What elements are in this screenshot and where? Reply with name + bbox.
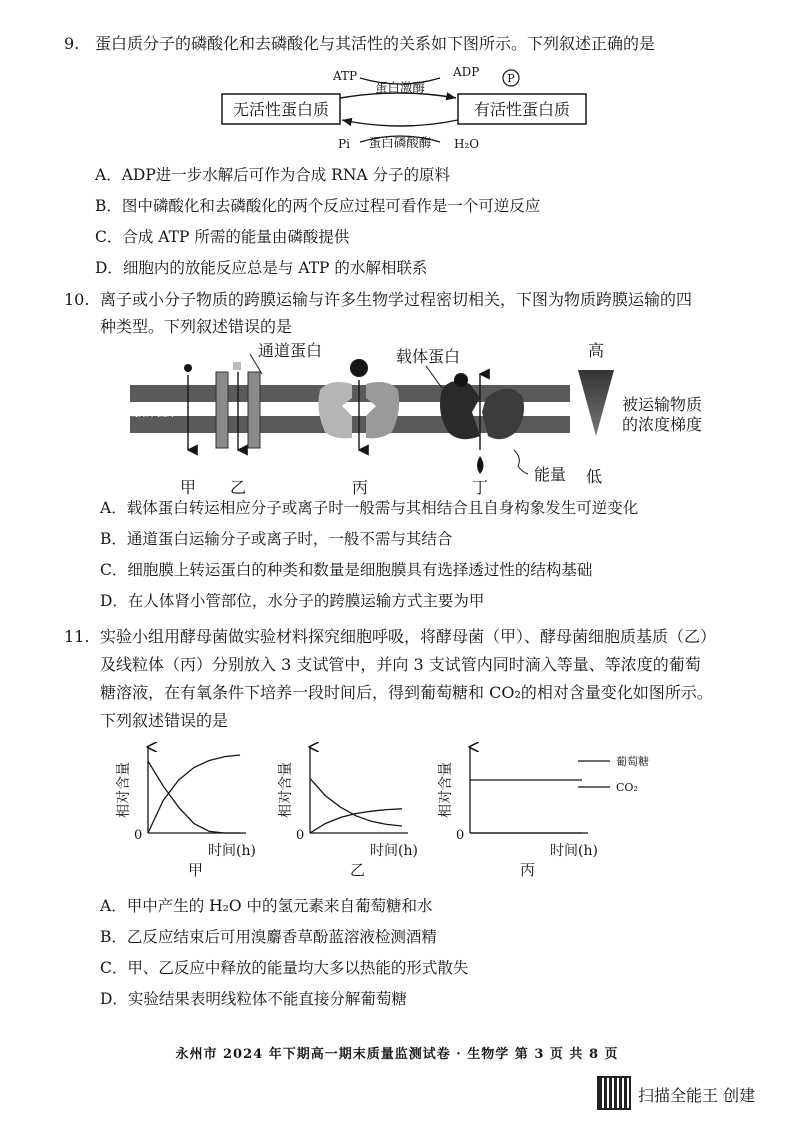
q9-option-c: C．合成 ATP 所需的能量由磷酸提供 (95, 228, 350, 246)
jia-molecule (184, 364, 192, 372)
q11-number: 11. (64, 627, 90, 646)
q11-option-a: A．甲中产生的 H₂O 中的氢元素来自葡萄糖和水 (100, 897, 433, 915)
gradient-triangle (578, 370, 614, 436)
h2o-label: H₂O (454, 137, 480, 151)
q10-membrane-transport-diagram (130, 340, 730, 495)
q9-number: 9. (64, 34, 80, 53)
q11-option-b: B．乙反应结束后可用溴麝香草酚蓝溶液检测酒精 (100, 928, 437, 946)
phosphatase-label: 蛋白磷酸酶 (368, 135, 432, 150)
chart-1-xlabel: 时间(h) (370, 843, 418, 859)
phosphatase-arrow (342, 120, 458, 126)
q11-stem-line2: 及线粒体（丙）分别放入 3 支试管中，并向 3 支试管内同时滴入等量、等浓度的葡萄 (100, 655, 701, 674)
chart-1-title: 乙 (350, 861, 366, 879)
chart-0-zero-label: 0 (134, 828, 143, 843)
pi-label: Pi (338, 137, 350, 151)
gradient-line1: 被运输物质 (622, 395, 703, 414)
scanner-watermark: 扫描全能王 创建 (638, 1086, 756, 1105)
ding-label: 丁 (472, 478, 489, 495)
legend-co2-label: CO₂ (616, 781, 638, 794)
q11-option-d: D．实验结果表明线粒体不能直接分解葡萄糖 (100, 990, 407, 1008)
gradient-line2: 的浓度梯度 (622, 415, 703, 434)
active-protein-label: 有活性蛋白质 (473, 100, 571, 119)
legend-glucose-label: 葡萄糖 (616, 755, 649, 768)
atp-label: ATP (333, 69, 358, 83)
chart-1-series-1-line (310, 809, 402, 833)
qr-code-icon (597, 1076, 631, 1110)
energy-label: 能量 (534, 465, 567, 484)
q9-option-b: B．图中磷酸化和去磷酸化的两个反应过程可看作是一个可逆反应 (95, 197, 541, 215)
q10-option-d: D．在人体肾小管部位，水分子的跨膜运输方式主要为甲 (100, 592, 485, 610)
channel-wall-left (216, 372, 228, 448)
chart-2-title: 丙 (520, 861, 536, 879)
phosphate-label: P (507, 72, 515, 85)
channel-wall-right (248, 372, 260, 448)
ding-molecule (454, 373, 468, 387)
chart-2-ylabel: 相对含量 (438, 762, 454, 818)
high-label: 高 (588, 341, 605, 360)
q10-option-a: A．载体蛋白转运相应分子或离子时一般需与其相结合且自身构象发生可逆变化 (100, 499, 639, 517)
q9-stem: 蛋白质分子的磷酸化和去磷酸化与其活性的关系如下图所示。下列叙述正确的是 (95, 34, 656, 53)
chart-0-xlabel: 时间(h) (208, 843, 256, 859)
q11-stem-line3: 糖溶液，在有氧条件下培养一段时间后，得到葡萄糖和 CO₂的相对含量变化如图所示。 (100, 683, 713, 702)
adp-label: ADP (453, 65, 480, 79)
chart-1-ylabel: 相对含量 (278, 762, 294, 818)
energy-drop-icon (477, 456, 484, 474)
inactive-protein-label: 无活性蛋白质 (232, 100, 330, 119)
bing-molecule (350, 359, 368, 377)
q11-stem-line1: 实验小组用酵母菌做实验材料探究细胞呼吸，将酵母菌（甲）、酵母菌细胞质基质（乙） (100, 627, 717, 646)
q9-option-d: D．细胞内的放能反应总是与 ATP 的水解相联系 (95, 259, 428, 277)
q10-option-b: B．通道蛋白运输分子或离子时，一般不需与其结合 (100, 530, 453, 548)
lipid-bilayer-label: 脂双层 (132, 404, 174, 420)
q10-stem-line1: 离子或小分子物质的跨膜运输与许多生物学过程密切相关，下图为物质跨膜运输的四 (100, 290, 693, 309)
carrier-protein-label: 载体蛋白 (396, 347, 461, 366)
q9-option-a: A．ADP进一步水解后可作为合成 RNA 分子的原料 (95, 166, 451, 184)
chart-0-title: 甲 (188, 861, 204, 879)
jia-label: 甲 (180, 478, 197, 495)
chart-2-xlabel: 时间(h) (550, 843, 598, 859)
q10-number: 10. (64, 290, 90, 309)
chart-0-series-0-line (148, 761, 240, 833)
yi-label: 乙 (230, 478, 247, 495)
q11-respiration-charts (110, 735, 710, 885)
low-label: 低 (586, 467, 603, 486)
chart-2-zero-label: 0 (456, 828, 465, 843)
q11-stem-line4: 下列叙述错误的是 (100, 711, 229, 730)
chart-0-ylabel: 相对含量 (116, 762, 132, 818)
chart-1-zero-label: 0 (296, 828, 305, 843)
q10-stem-line2: 种类型。下列叙述错误的是 (100, 317, 293, 336)
q10-option-c: C．细胞膜上转运蛋白的种类和数量是细胞膜具有选择透过性的结构基础 (100, 561, 593, 579)
q11-option-c: C．甲、乙反应中释放的能量均大多以热能的形式散失 (100, 959, 469, 977)
kinase-label: 蛋白激酶 (374, 80, 426, 95)
chart-0-series-1-line (148, 755, 240, 833)
yi-molecule (233, 362, 241, 370)
page-footer: 永州市 2024 年下期高一期末质量监测试卷 · 生物学 第 3 页 共 8 页 (175, 1047, 619, 1062)
chart-1-series-0-line (310, 778, 402, 826)
q9-phosphorylation-diagram (200, 60, 600, 160)
bing-label: 丙 (352, 478, 369, 495)
channel-protein-label: 通道蛋白 (258, 341, 323, 360)
